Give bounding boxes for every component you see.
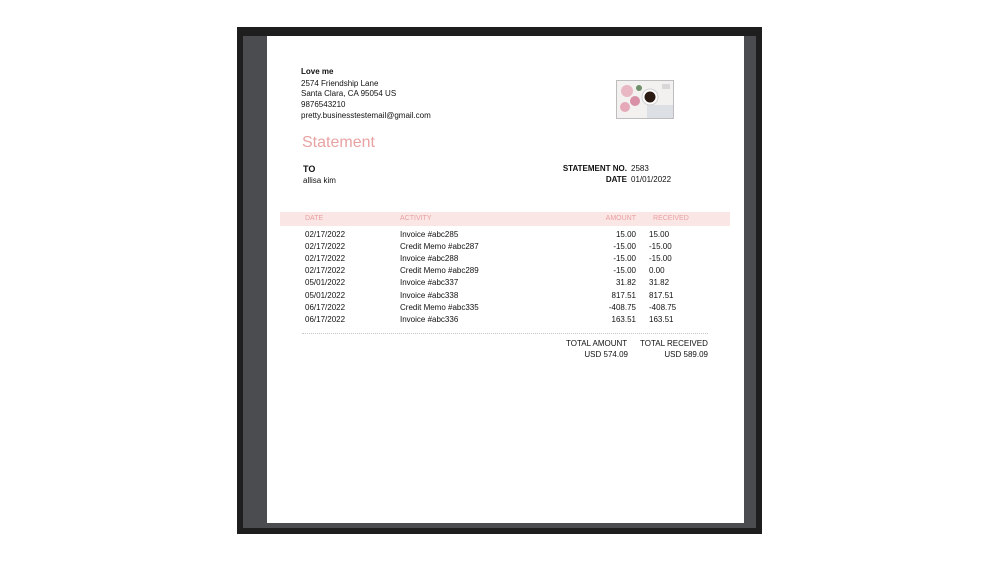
column-header-date: DATE [305, 215, 324, 222]
document-title: Statement [302, 134, 375, 151]
row-received: 817.51 [649, 291, 674, 300]
coffee-flowers-photo [617, 81, 673, 118]
column-header-amount: AMOUNT [605, 215, 636, 222]
recipient-name: allisa kim [303, 176, 336, 185]
row-activity: Credit Memo #abc335 [400, 303, 479, 312]
row-received: 163.51 [649, 315, 674, 324]
statement-number: 2583 [631, 164, 649, 173]
row-amount: -15.00 [613, 242, 636, 251]
row-activity: Invoice #abc288 [400, 254, 459, 263]
row-received: -408.75 [649, 303, 677, 312]
row-amount: 817.51 [611, 291, 636, 300]
row-date: 02/17/2022 [305, 230, 346, 239]
row-activity: Invoice #abc337 [400, 278, 459, 287]
sender-email: pretty.businesstestemail@gmail.com [301, 111, 431, 120]
row-received: 0.00 [649, 266, 665, 275]
row-activity: Credit Memo #abc289 [400, 266, 479, 275]
statement-date: 01/01/2022 [631, 175, 672, 184]
row-date: 02/17/2022 [305, 266, 346, 275]
row-date: 05/01/2022 [305, 278, 346, 287]
column-header-received: RECEIVED [653, 215, 689, 222]
row-activity: Invoice #abc336 [400, 315, 459, 324]
row-activity: Invoice #abc285 [400, 230, 459, 239]
row-received: -15.00 [649, 254, 672, 263]
sender-name: Love me [301, 67, 334, 76]
row-received: 15.00 [649, 230, 670, 239]
column-header-activity: ACTIVITY [400, 215, 432, 222]
row-date: 02/17/2022 [305, 242, 346, 251]
statement-number-label: STATEMENT NO. [562, 164, 627, 173]
row-date: 06/17/2022 [305, 303, 346, 312]
row-amount: -15.00 [613, 266, 636, 275]
row-amount: -408.75 [608, 303, 636, 312]
row-date: 06/17/2022 [305, 315, 346, 324]
row-amount: -15.00 [613, 254, 636, 263]
sender-address-line2: Santa Clara, CA 95054 US [301, 89, 397, 98]
recipient-label: TO [303, 164, 316, 174]
row-date: 05/01/2022 [305, 291, 346, 300]
row-received: 31.82 [649, 278, 670, 287]
total-amount-label: TOTAL AMOUNT [566, 339, 628, 348]
row-date: 02/17/2022 [305, 254, 346, 263]
statement-date-label: DATE [605, 175, 627, 184]
sender-address-line1: 2574 Friendship Lane [301, 79, 379, 88]
sender-phone: 9876543210 [301, 100, 346, 109]
row-activity: Invoice #abc338 [400, 291, 459, 300]
row-activity: Credit Memo #abc287 [400, 242, 479, 251]
row-amount: 163.51 [611, 315, 636, 324]
total-received-label: TOTAL RECEIVED [640, 339, 708, 348]
row-amount: 31.82 [615, 278, 636, 287]
company-logo-image [616, 80, 674, 119]
total-amount-value: USD 574.09 [584, 350, 628, 359]
row-received: -15.00 [649, 242, 672, 251]
total-received-value: USD 589.09 [664, 350, 708, 359]
totals-divider [302, 333, 708, 334]
row-amount: 15.00 [615, 230, 636, 239]
